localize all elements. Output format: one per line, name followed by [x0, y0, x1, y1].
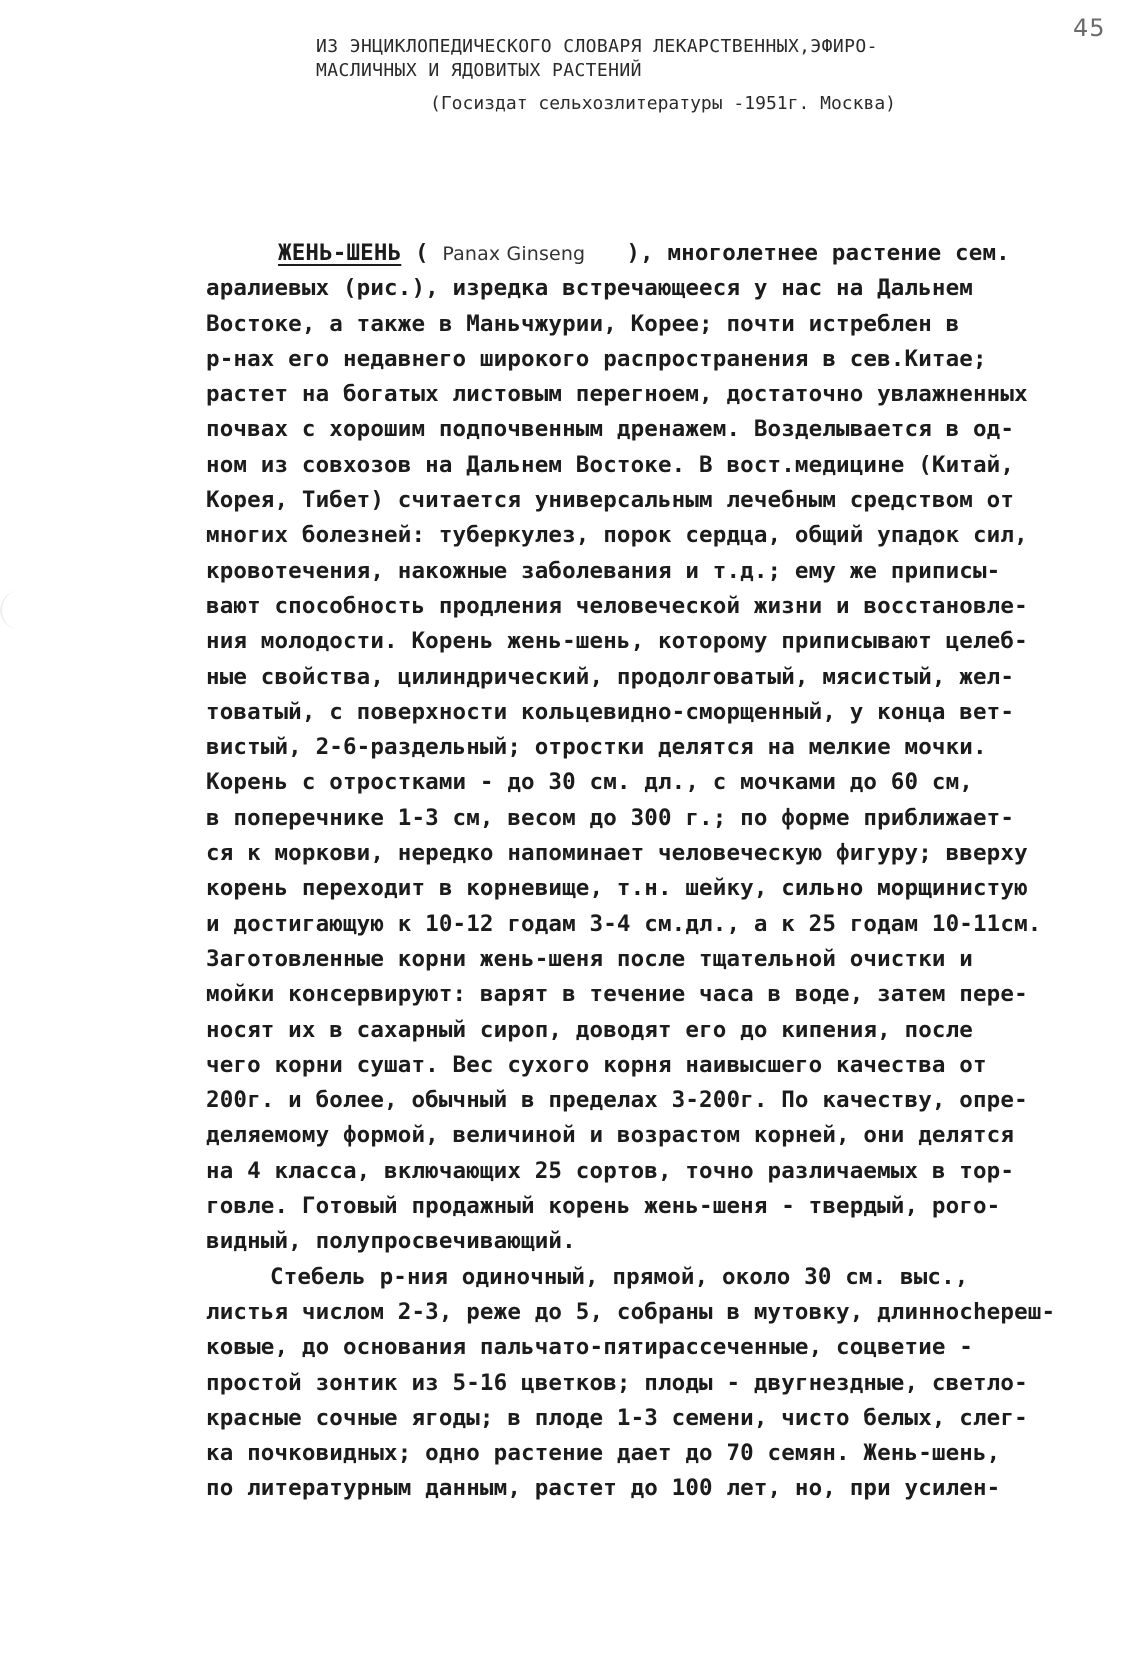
- text-line: аралиевых (рис.), изредка встречающееся у нас на Дальнем: [206, 275, 973, 302]
- source-citation: (Госиздат сельхозлитературы -1951г. Москва): [430, 93, 896, 114]
- text-line: ся к моркови, нередко напоминает человеческую фигуру; вверху: [206, 840, 1028, 867]
- text-line: ные свойства, цилиндрический, продолговатый, мясистый, жел-: [206, 663, 1015, 690]
- document-header: [316, 35, 878, 83]
- text-line: растет на богатых листовым перегноем, достаточно увлажненных: [206, 381, 1028, 408]
- text-line: многих болезней: туберкулез, порок сердца, общий упадок сил,: [206, 522, 1028, 549]
- text-line: видный, полупросвечивающий.: [206, 1228, 576, 1255]
- first-line-rest: ), многолетнее растение сем.: [585, 240, 1010, 266]
- text-line: на 4 класса, включающих 25 сортов, точно различаемых в тор-: [206, 1157, 1015, 1184]
- article-body: [206, 236, 1146, 1507]
- text-line: ном из совхозов на Дальнем Востоке. В вост.медицине (Китай,: [206, 451, 1015, 478]
- text-line: почвах с хорошим подпочвенным дренажем. Возделывается в од-: [206, 416, 1015, 443]
- text-line: 200г. и более, обычный в пределах 3-200г. По качеству, опре-: [206, 1087, 1028, 1114]
- text-line: деляемому формой, величиной и возрастом корней, они делятся: [206, 1122, 1015, 1149]
- text-line: Корень с отростками - до 30 см. дл., с мочками до 60 см,: [206, 769, 973, 796]
- article-headword: ЖЕНЬ-ШЕНЬ: [278, 240, 402, 266]
- page-number: 45: [1073, 14, 1106, 42]
- paper-crease-mark: [0, 590, 42, 630]
- text-line: простой зонтик из 5-16 цветков; плоды - двугнездные, светло-: [206, 1369, 1028, 1396]
- text-line: Корея, Тибет) считается универсальным лечебным средством от: [206, 487, 1015, 514]
- text-line: листья числом 2-3, реже до 5, собраны в мутовку, длиннochереш-: [206, 1298, 1056, 1325]
- text-line: вистый, 2-6-раздельный; отростки делятся на мелкие мочки.: [206, 734, 987, 761]
- text-line: корень переходит в корневище, т.н. шейку, сильно морщинистую: [206, 875, 1028, 902]
- text-line: Востоке, а также в Маньчжурии, Корее; почти истреблен в: [206, 310, 960, 337]
- text-line: в поперечнике 1-3 см, весом до 300 г.; по форме приближает-: [206, 804, 1015, 831]
- text-line: р-нах его недавнего широкого распространения в сев.Китае;: [206, 345, 987, 372]
- text-line: чего корни сушат. Вес сухого корня наивысшего качества от: [206, 1051, 987, 1078]
- text-line: красные сочные ягоды; в плоде 1-3 семени, чисто белых, слег-: [206, 1404, 1028, 1431]
- text-line: и достигающую к 10-12 годам 3-4 см.дл., а к 25 годам 10-11см.: [206, 910, 1042, 937]
- latin-name: Panax Ginseng: [442, 243, 586, 265]
- text-line: ка почковидных; одно растение дает до 70 семян. Жень-шень,: [206, 1440, 1001, 1467]
- text-line: Заготовленные корни жень-шеня после тщательной очистки и: [206, 945, 973, 972]
- article-first-line: [206, 236, 1146, 271]
- header-line-1: ИЗ ЭНЦИКЛОПЕДИЧЕСКОГО СЛОВАРЯ ЛЕКАРСТВЕННЫХ,ЭФИРО-: [316, 36, 878, 57]
- text-line: говле. Готовый продажный корень жень-шеня - твердый, рого-: [206, 1193, 1001, 1220]
- header-line-2: МАСЛИЧНЫХ И ЯДОВИТЫХ РАСТЕНИЙ: [316, 60, 642, 81]
- text-line: товатый, с поверхности кольцевидно-сморщенный, у конца вет-: [206, 698, 1015, 725]
- open-paren: (: [401, 240, 443, 266]
- text-line: мойки консервируют: варят в течение часа в воде, затем пере-: [206, 981, 1028, 1008]
- text-line: носят их в сахарный сироп, доводят его до кипения, после: [206, 1016, 973, 1043]
- text-line: ковые, до основания пальчато-пятирассеченные, соцветие -: [206, 1334, 973, 1361]
- paragraph-2-first-line: Стебель р-ния одиночный, прямой, около 30 см. выс.,: [270, 1263, 969, 1290]
- text-line: ния молодости. Корень жень-шень, которому приписывают целеб-: [206, 628, 1028, 655]
- text-line: кровотечения, накожные заболевания и т.д.; ему же приписы-: [206, 557, 1001, 584]
- text-line: по литературным данным, растет до 100 лет, но, при усилен-: [206, 1475, 1001, 1502]
- text-line: вают способность продления человеческой жизни и восстановле-: [206, 592, 1028, 619]
